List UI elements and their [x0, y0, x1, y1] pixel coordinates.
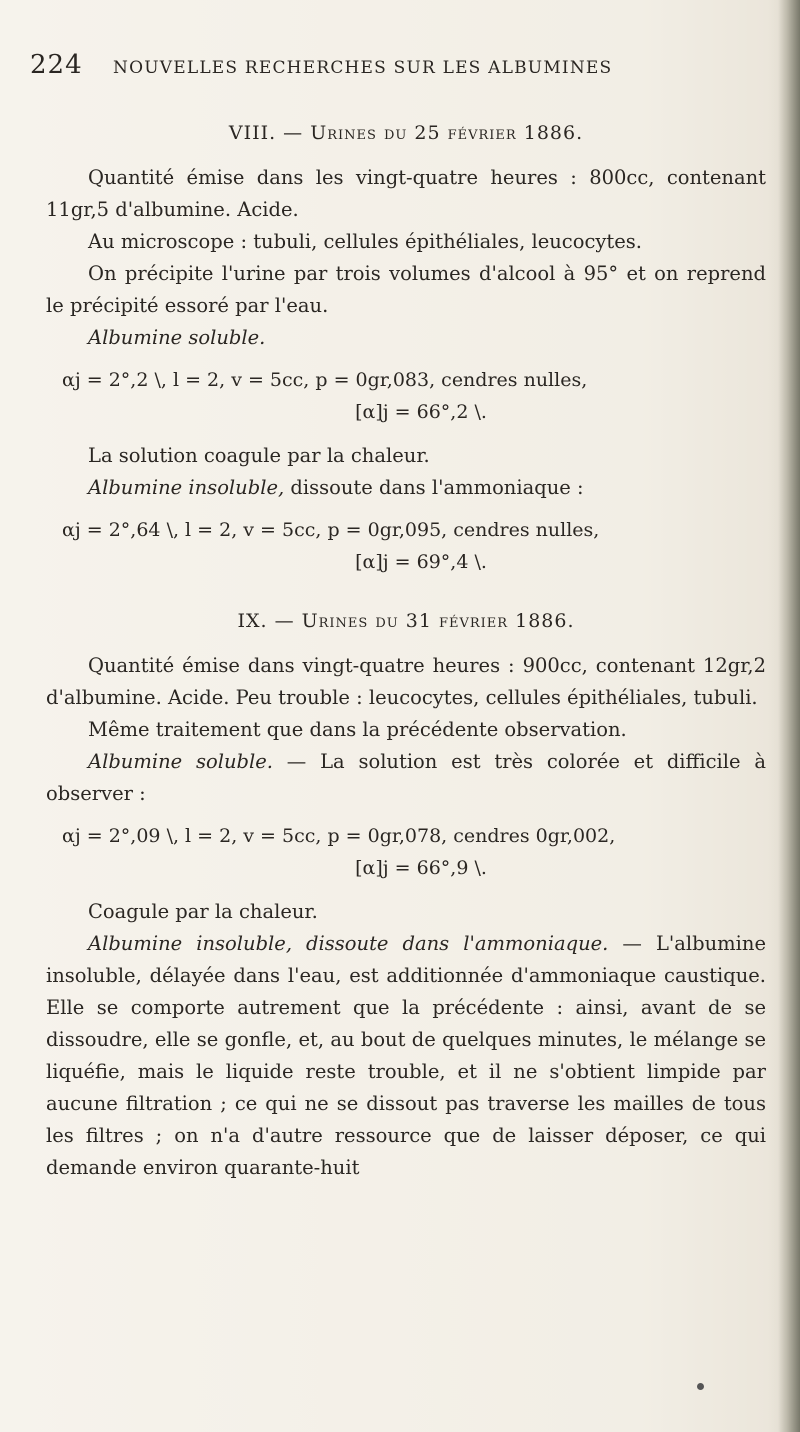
formula-line: αj = 2°,2 \, l = 2, v = 5cc, p = 0gr,083, cendres nulles,	[62, 369, 588, 391]
paragraph: Au microscope : tubuli, cellules épithéliales, leucocytes.	[88, 230, 642, 253]
subsection-label: Albumine soluble.	[88, 326, 266, 349]
paragraph-text: dissoute dans l'ammoniaque :	[284, 476, 584, 499]
paragraph	[46, 746, 766, 810]
page-header	[0, 46, 800, 86]
paragraph-text: — La solution est très colorée et difficile à observer :	[46, 750, 766, 805]
section-title-viii: VIII. — Urines du 25 février 1886.	[228, 122, 584, 144]
paragraph: Coagule par la chaleur.	[88, 900, 318, 923]
formula-line: [α]j = 66°,2 \.	[355, 401, 487, 423]
subsection-label: Albumine soluble.	[88, 750, 273, 773]
section-title-ix: IX. — Urines du 31 février 1886.	[237, 610, 575, 632]
formula-line: [α]j = 66°,9 \.	[355, 857, 487, 879]
ink-dot	[697, 1383, 704, 1390]
page-edge-shadow	[778, 0, 800, 1432]
paragraph: Quantité émise dans les vingt-quatre heures : 800cc, contenant 11gr,5 d'albumine. Acide.	[46, 166, 766, 221]
running-head: NOUVELLES RECHERCHES SUR LES ALBUMINES	[113, 58, 613, 78]
formula-line: αj = 2°,09 \, l = 2, v = 5cc, p = 0gr,078, cendres 0gr,002,	[62, 825, 616, 847]
paragraph	[46, 472, 766, 504]
subsection-label: Albumine insoluble, dissoute dans l'ammoniaque.	[88, 932, 609, 955]
paragraph: Même traitement que dans la précédente observation.	[88, 718, 627, 741]
formula-line: αj = 2°,64 \, l = 2, v = 5cc, p = 0gr,095, cendres nulles,	[62, 519, 600, 541]
subsection-label: Albumine insoluble,	[88, 476, 285, 499]
formula-line: [α]j = 69°,4 \.	[355, 551, 487, 573]
paragraph	[46, 928, 766, 1184]
paragraph: Quantité émise dans vingt-quatre heures : 900cc, contenant 12gr,2 d'albumine. Acide. Peu trouble : leucocytes, cellules épithéliales, tubuli.	[46, 654, 766, 709]
paragraph: On précipite l'urine par trois volumes d'alcool à 95° et on reprend le précipité essoré par l'eau.	[46, 262, 766, 317]
paragraph: La solution coagule par la chaleur.	[88, 444, 430, 467]
page-body	[46, 118, 766, 1184]
paragraph-text: — L'albumine insoluble, délayée dans l'eau, est additionnée d'ammoniaque caustique. Elle se comporte autrement que la précédente : ainsi, avant de se dissoudre, elle se gonfle, et, au bout de quelques minutes, le mélange se liquéfie, mais le liquide reste trouble, et il ne s'obtient limpide par aucune filtration ; ce qui ne se dissout pas traverse les mailles de tous les filtres ; on n'a d'autre ressource que de laisser déposer, ce qui demande environ quarante-huit	[46, 932, 766, 1179]
page-number: 224	[30, 50, 83, 80]
